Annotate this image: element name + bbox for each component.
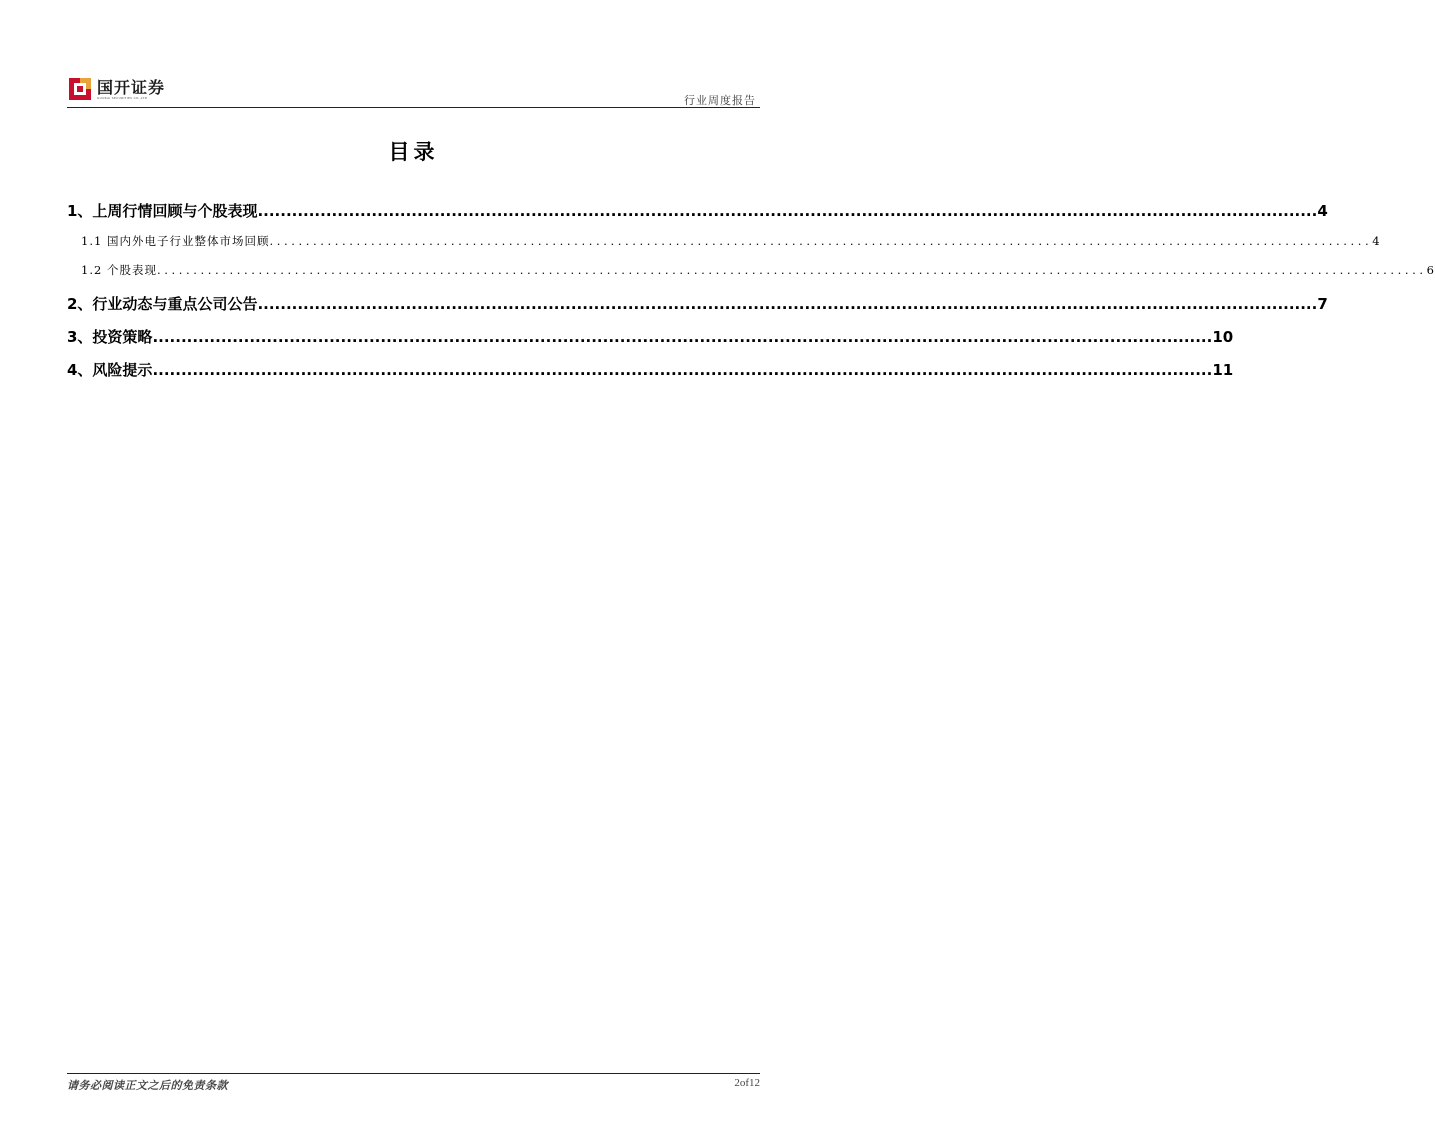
toc-entry-text: 2、行业动态与重点公司公告 xyxy=(67,295,258,313)
toc-entry-text: 1、上周行情回顾与个股表现 xyxy=(67,202,258,220)
toc-leader-dots: .......................................................................................................................................................................................... xyxy=(152,328,1213,346)
toc-leader-dots: .......................................................................................................................................................................................... xyxy=(257,295,1318,313)
toc-entry-page: 7 xyxy=(1317,295,1328,313)
report-type-label: 行业周度报告 xyxy=(684,94,756,107)
toc-entry-text: 1.1 国内外电子行业整体市场回顾 xyxy=(81,234,270,248)
toc-entry-page: 11 xyxy=(1212,361,1234,379)
toc-entry-text: 4、风险提示 xyxy=(67,361,153,379)
toc-entry-1[interactable] xyxy=(67,200,1328,221)
toc-entry-4[interactable] xyxy=(67,359,1234,380)
toc-leader-dots: ........................................................................................................................................................ xyxy=(269,234,1373,248)
toc-entry-text: 1.2 个股表现 xyxy=(81,263,157,277)
header-divider xyxy=(67,107,760,108)
toc-entry-1-2[interactable] xyxy=(81,262,1435,278)
toc-leader-dots: ............................................................................................................................................................................... xyxy=(156,263,1427,277)
toc-leader-dots: .......................................................................................................................................................................................... xyxy=(257,202,1318,220)
toc-leader-dots: .......................................................................................................................................................................................... xyxy=(152,361,1213,379)
footer-disclaimer: 请务必阅读正文之后的免责条款 xyxy=(67,1079,228,1092)
page-indicator: 2of12 xyxy=(734,1077,760,1089)
company-name: 国开证券 xyxy=(97,78,166,97)
company-english-name: GUOKAI SECURITIES CO.,LTD xyxy=(97,96,148,100)
toc-entry-3[interactable] xyxy=(67,326,1234,347)
toc-entry-page: 10 xyxy=(1212,328,1234,346)
toc-entry-page: 4 xyxy=(1372,234,1381,248)
toc-entry-page: 4 xyxy=(1317,202,1328,220)
page-header xyxy=(67,72,760,108)
toc-entry-1-1[interactable] xyxy=(81,233,1381,249)
toc-entry-page: 6 xyxy=(1426,263,1435,277)
company-logo-icon xyxy=(69,78,91,100)
toc-entry-2[interactable] xyxy=(67,293,1328,314)
footer-divider xyxy=(67,1073,760,1074)
toc-entry-text: 3、投资策略 xyxy=(67,328,153,346)
toc-title: 目录 xyxy=(388,140,439,164)
